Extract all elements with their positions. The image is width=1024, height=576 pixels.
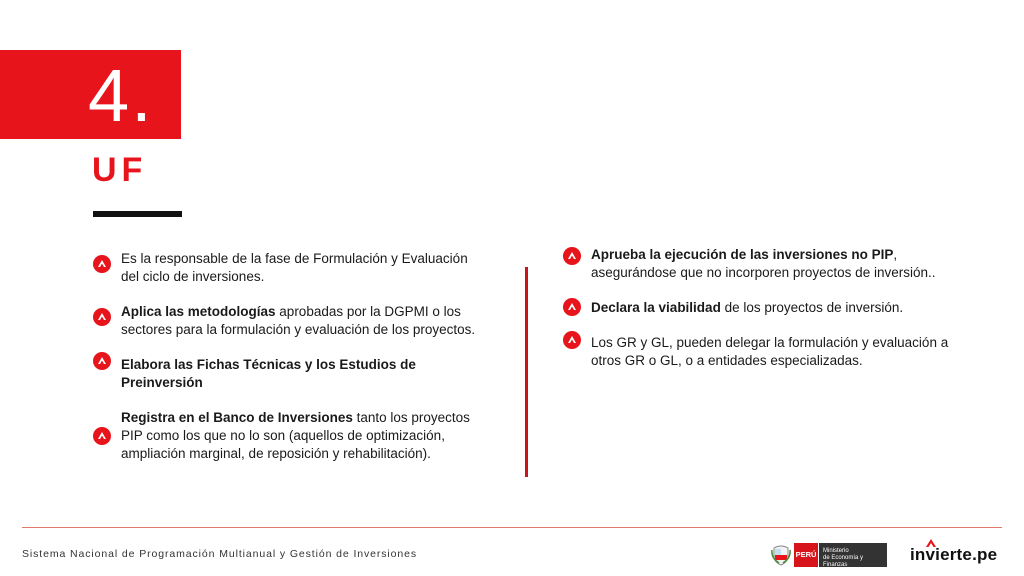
chevron-up-icon bbox=[93, 427, 111, 445]
list-item bbox=[563, 246, 953, 282]
ministry-label bbox=[819, 543, 887, 567]
item-text: , asegurándose que no incorporen proyectos de inversión.. bbox=[591, 247, 936, 280]
coat-of-arms-icon bbox=[771, 544, 791, 566]
right-column bbox=[563, 246, 953, 387]
chevron-up-icon bbox=[563, 298, 581, 316]
item-text: Los GR y GL, pueden delegar la formulación y evaluación a otros GR o GL, o a entidades especializadas. bbox=[591, 335, 949, 368]
item-bold: Elabora las Fichas Técnicas y los Estudios de Preinversión bbox=[121, 357, 416, 390]
chevron-up-icon bbox=[93, 255, 111, 273]
chevron-up-icon bbox=[93, 308, 111, 326]
column-divider bbox=[525, 267, 528, 477]
list-item bbox=[563, 334, 953, 370]
item-text: Es la responsable de la fase de Formulación y Evaluación del ciclo de inversiones. bbox=[121, 251, 468, 284]
peru-label: PERÚ bbox=[794, 543, 818, 567]
item-bold: Registra en el Banco de Inversiones bbox=[121, 410, 353, 425]
list-item bbox=[93, 250, 483, 286]
list-item bbox=[93, 356, 483, 392]
item-text: aprobadas por la DGPMI o los sectores para la formulación y evaluación de los proyectos. bbox=[121, 304, 476, 337]
chevron-up-icon bbox=[563, 247, 581, 265]
chevron-up-icon bbox=[563, 331, 581, 349]
item-bold: Aplica las metodologías bbox=[121, 304, 276, 319]
section-number: 4. bbox=[88, 54, 154, 137]
brand-logo: invierte.pe bbox=[910, 545, 998, 564]
ministry-line-2: de Economía y Finanzas bbox=[823, 555, 864, 568]
footer-divider bbox=[22, 527, 1002, 528]
left-column bbox=[93, 250, 483, 480]
item-text: de los proyectos de inversión. bbox=[720, 300, 904, 315]
item-bold: Aprueba la ejecución de las inversiones no PIP bbox=[591, 247, 894, 262]
ministry-line-1: Ministerio bbox=[823, 548, 849, 554]
item-text: tanto los proyectos PIP como los que no lo son (aquellos de optimización, ampliación marginal, de reposición y rehabilitación). bbox=[121, 410, 470, 461]
list-item bbox=[93, 409, 483, 463]
title-underline bbox=[93, 211, 182, 217]
chevron-up-icon bbox=[93, 352, 111, 370]
item-bold: Declara la viabilidad bbox=[591, 300, 721, 315]
footer-system-name: Sistema Nacional de Programación Multianual y Gestión de Inversiones bbox=[22, 548, 418, 560]
list-item bbox=[93, 303, 483, 339]
page-title: UF bbox=[92, 151, 148, 189]
list-item bbox=[563, 299, 953, 317]
